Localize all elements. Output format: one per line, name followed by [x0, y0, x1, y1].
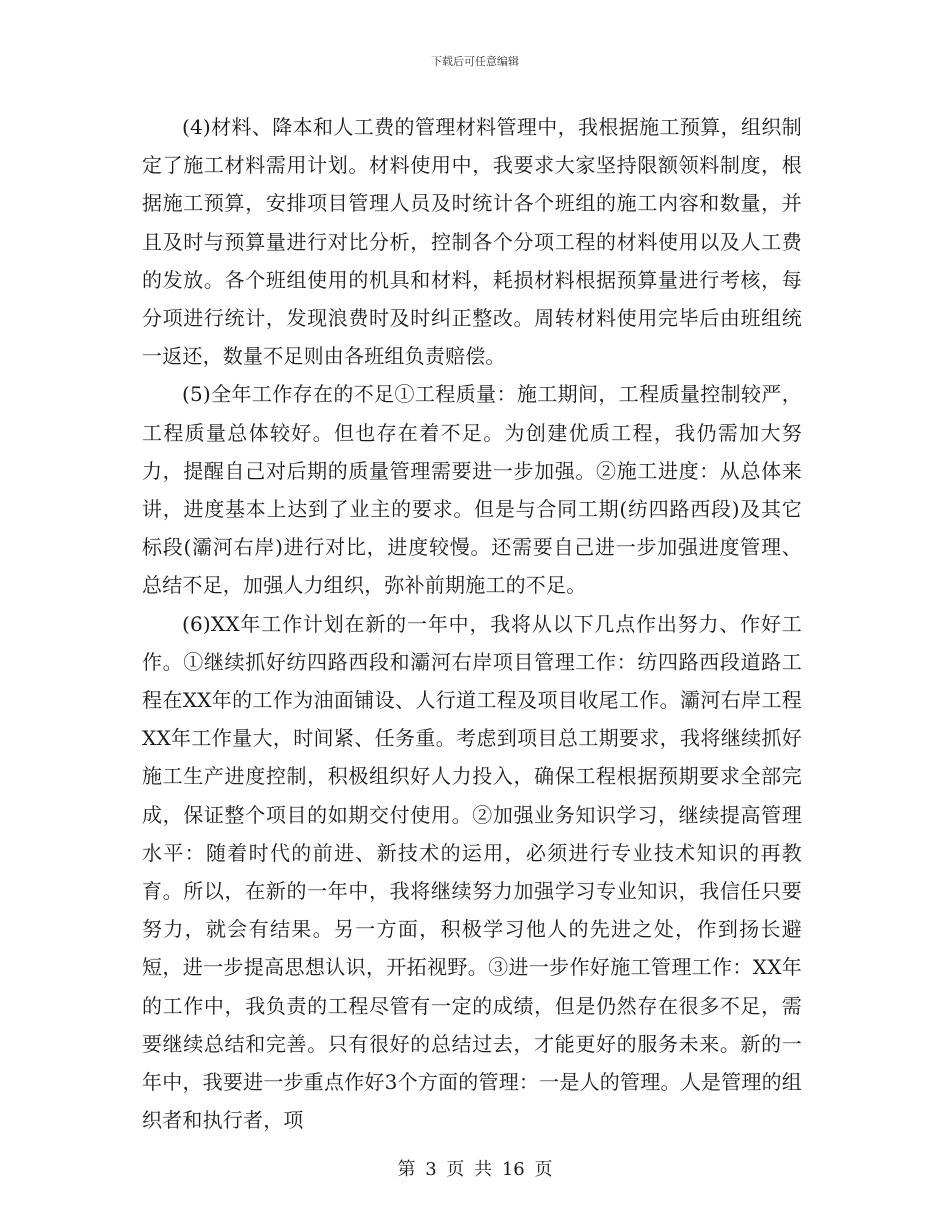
- paragraph-shortcomings: (5)全年工作存在的不足①工程质量：施工期间，工程质量控制较严，工程质量总体较好。但也存在着不足。为创建优质工程，我仍需加大努力，提醒自己对后期的质量管理需要进一步加强。②施工进度：从总体来讲，进度基本上达到了业主的要求。但是与合同工期(纺四路西段)及其它标段(灞河右岸)进行对比，进度较慢。还需要自己进一步加强进度管理、总结不足，加强人力组织，弥补前期施工的不足。: [142, 382, 802, 598]
- header-note: 下载后可任意编辑: [431, 55, 519, 68]
- paragraph-materials: (4)材料、降本和人工费的管理材料管理中，我根据施工预算，组织制定了施工材料需用计划。材料使用中，我要求大家坚持限额领料制度，根据施工预算，安排项目管理人员及时统计各个班组的施工内容和数量，并且及时与预算量进行对比分析，控制各个分项工程的材料使用以及人工费的发放。各个班组使用的机具和材料，耗损材料根据预算量进行考核，每分项进行统计，发现浪费时及时纠正整改。周转材料使用完毕后由班组统一返还，数量不足则由各班组负责赔偿。: [142, 115, 802, 369]
- page-number: 第 3 页 共 16 页: [397, 1159, 553, 1180]
- paragraph-work-plan: (6)XX年工作计划在新的一年中，我将从以下几点作出努力、作好工作。①继续抓好纺四路西段和灞河右岸项目管理工作：纺四路西段道路工程在XX年的工作为油面铺设、人行道工程及项目收尾工作。灞河右岸工程XX年工作量大，时间紧、任务重。考虑到项目总工期要求，我将继续抓好施工生产进度控制，积极组织好人力投入，确保工程根据预期要求全部完成，保证整个项目的如期交付使用。②加强业务知识学习，继续提高管理水平：随着时代的前进、新技术的运用，必须进行专业技术知识的再教育。所以，在新的一年中，我将继续努力加强学习专业知识，我信任只要努力，就会有结果。另一方面，积极学习他人的先进之处，作到扬长避短，进一步提高思想认识，开拓视野。③进一步作好施工管理工作：XX年的工作中，我负责的工程尽管有一定的成绩，但是仍然存在很多不足，需要继续总结和完善。只有很好的总结过去，才能更好的服务未来。新的一年中，我要进一步重点作好3个方面的管理：一是人的管理。人是管理的组织者和执行者，项: [142, 611, 802, 1133]
- document-body: [142, 108, 802, 1139]
